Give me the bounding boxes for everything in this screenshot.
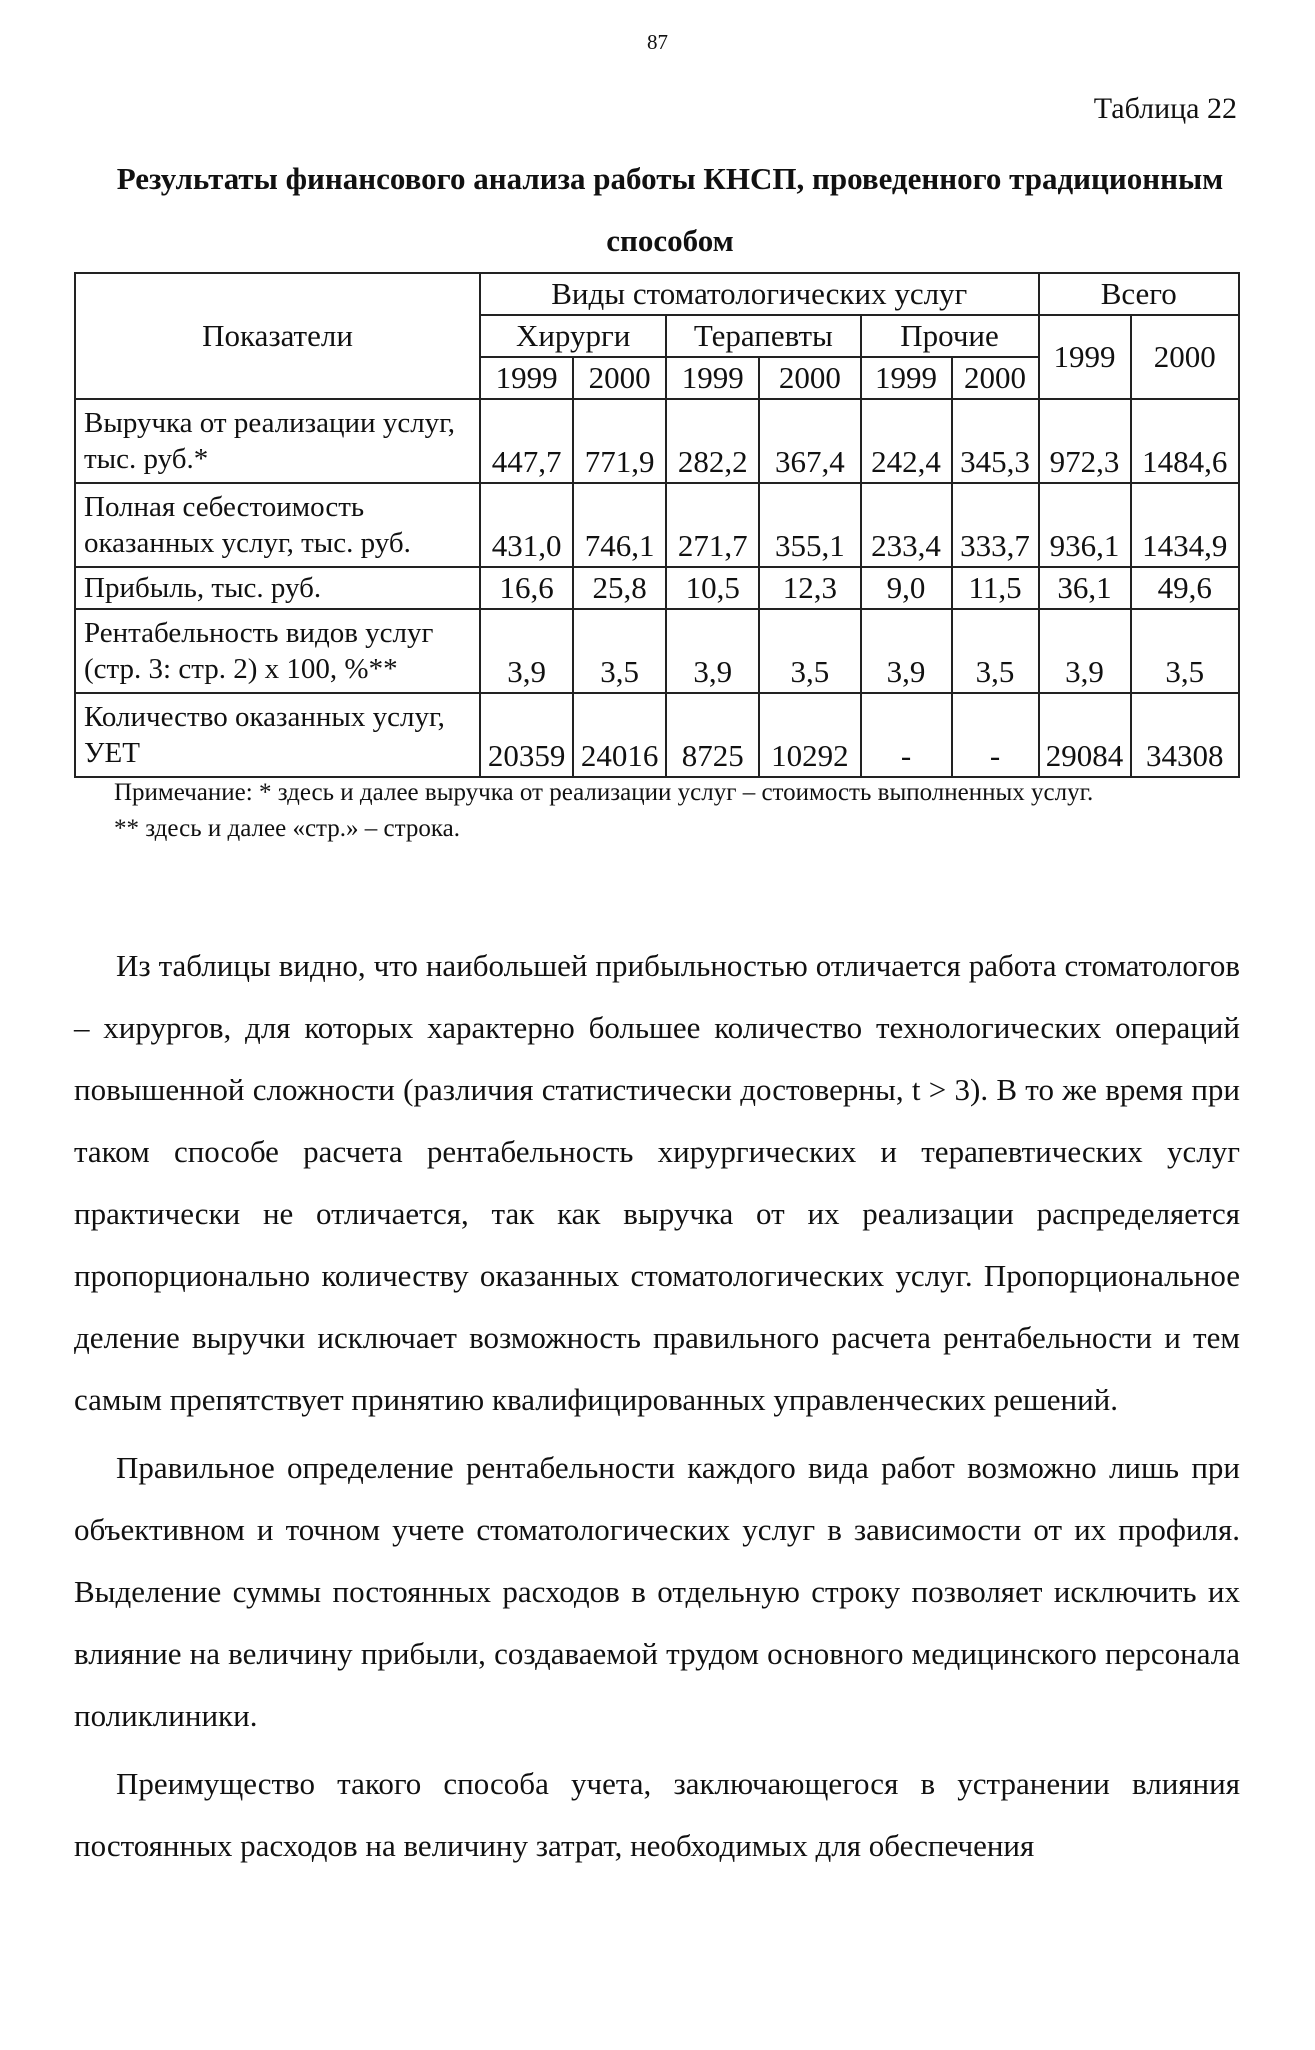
row-label: Рентабельность видов услуг (стр. 3: стр. 2) х 100, %** (75, 609, 480, 693)
table-row (75, 399, 1239, 483)
table-cell: 9,0 (861, 567, 952, 609)
table-cell: 25,8 (573, 567, 666, 609)
paragraph: Правильное определение рентабельности каждого вида работ возможно лишь при объективном и точном учете стоматологических услуг в зависимости от их профиля. Выделение суммы постоянных расходов в отдельную строку позволяет исключить их влияние на величину прибыли, создаваемой трудом основного медицинского персонала поликлиники. (74, 1450, 1240, 1733)
table-title: Результаты финансового анализа работы КНСП, проведенного традиционным способом (116, 161, 1224, 258)
table-cell: 233,4 (861, 483, 952, 567)
table-cell: 771,9 (573, 399, 666, 483)
row-label: Прибыль, тыс. руб. (75, 567, 480, 609)
table-cell: 3,9 (861, 609, 952, 693)
header-year: 2000 (1131, 315, 1239, 399)
table-row (75, 609, 1239, 693)
table-label: Таблица 22 (1093, 92, 1237, 125)
table-cell: 10292 (759, 693, 860, 777)
table-cell: 367,4 (759, 399, 860, 483)
page-number: 87 (647, 30, 668, 54)
row-label: Выручка от реализации услуг, тыс. руб.* (75, 399, 480, 483)
table-cell: 36,1 (1039, 567, 1131, 609)
table-cell: 49,6 (1131, 567, 1239, 609)
table-cell: 3,5 (759, 609, 860, 693)
table-cell: 972,3 (1039, 399, 1131, 483)
table-cell: 10,5 (666, 567, 759, 609)
table-cell: 3,9 (666, 609, 759, 693)
table-row (75, 693, 1239, 777)
table-cell: - (861, 693, 952, 777)
header-total: Всего (1039, 273, 1240, 315)
paragraph: Из таблицы видно, что наибольшей прибыльностью отличается работа стоматологов – хирургов, для которых характерно большее количество технологических операций повышенной сложности (различия статистически достоверны, t > 3). В то же время при таком способе расчета рентабельность хирургических и терапевтических услуг практически не отличается, так как выручка от их реализации распределяется пропорционально количеству оказанных стоматологических услуг. Пропорциональное деление выручки исключает возможность правильного расчета рентабельности и тем самым препятствует принятию квалифицированных управленческих решений. (74, 948, 1240, 1417)
table-cell: 16,6 (480, 567, 573, 609)
header-group-therapists: Терапевты (666, 315, 860, 357)
results-table (74, 272, 1240, 778)
table-cell: 8725 (666, 693, 759, 777)
row-label: Полная себестоимость оказанных услуг, тыс. руб. (75, 483, 480, 567)
table-cell: 11,5 (952, 567, 1039, 609)
header-service-types: Виды стоматологических услуг (480, 273, 1038, 315)
table-row (75, 483, 1239, 567)
header-year: 2000 (759, 357, 860, 399)
table-cell: 3,5 (573, 609, 666, 693)
table-cell: 3,9 (480, 609, 573, 693)
paragraph: Преимущество такого способа учета, заключающегося в устранении влияния постоянных расходов на величину затрат, необходимых для обеспечения (74, 1766, 1240, 1863)
table-notes (74, 775, 1240, 847)
header-year: 1999 (480, 357, 573, 399)
table-cell: - (952, 693, 1039, 777)
header-year: 1999 (1039, 315, 1131, 399)
table-cell: 3,5 (1131, 609, 1239, 693)
row-label: Количество оказанных услуг, УЕТ (75, 693, 480, 777)
table-cell: 431,0 (480, 483, 573, 567)
header-year: 2000 (952, 357, 1039, 399)
header-group-surgeons: Хирурги (480, 315, 666, 357)
table-cell: 3,9 (1039, 609, 1131, 693)
header-year: 1999 (861, 357, 952, 399)
table-cell: 20359 (480, 693, 573, 777)
table-cell: 282,2 (666, 399, 759, 483)
table-cell: 447,7 (480, 399, 573, 483)
header-indicators: Показатели (75, 273, 480, 399)
table-cell: 1434,9 (1131, 483, 1239, 567)
table-cell: 746,1 (573, 483, 666, 567)
body-text (74, 935, 1240, 1883)
table-cell: 271,7 (666, 483, 759, 567)
table-cell: 1484,6 (1131, 399, 1239, 483)
table-cell: 24016 (573, 693, 666, 777)
table-cell: 12,3 (759, 567, 860, 609)
note-line: ** здесь и далее «стр.» – строка. (114, 815, 460, 842)
note-line: Примечание: * здесь и далее выручка от реализации услуг – стоимость выполненных услуг. (114, 779, 1094, 806)
header-group-others: Прочие (861, 315, 1039, 357)
table-cell: 29084 (1039, 693, 1131, 777)
table-row (75, 567, 1239, 609)
table-cell: 34308 (1131, 693, 1239, 777)
table-cell: 333,7 (952, 483, 1039, 567)
header-year: 2000 (573, 357, 666, 399)
table-cell: 242,4 (861, 399, 952, 483)
table-cell: 3,5 (952, 609, 1039, 693)
table-cell: 355,1 (759, 483, 860, 567)
header-year: 1999 (666, 357, 759, 399)
table-cell: 345,3 (952, 399, 1039, 483)
table-cell: 936,1 (1039, 483, 1131, 567)
